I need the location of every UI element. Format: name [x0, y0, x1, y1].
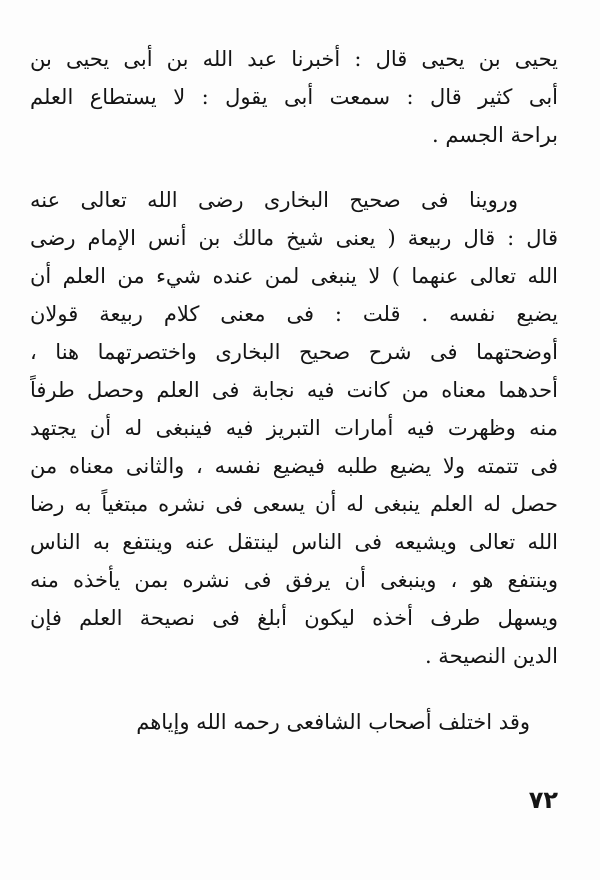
paragraph-line: الدين النصيحة . — [424, 644, 558, 668]
paragraph-line: وقد اختلف أصحاب الشافعى رحمه الله وإياهم — [136, 710, 530, 734]
paragraph-line: الله تعالى ويشيعه فى الناس لينتقل عنه وينتفع به الناس — [30, 530, 558, 554]
paragraph-line: وروينا فى صحيح البخارى رضى الله تعالى عنه — [30, 188, 518, 212]
page-number: ٧٢ — [528, 786, 558, 814]
paragraph-line: وينتفع هو ، وينبغى أن يرفق فى نشره بمن يأخذه منه — [30, 568, 558, 592]
paragraph-line: أحدهما معناه من كانت فيه نجابة فى العلم وحصل طرفاً — [30, 378, 558, 402]
paragraph-1 — [30, 40, 558, 154]
paragraph-line: يحيى بن يحيى قال : أخبرنا عبد الله بن أبى يحيى بن — [30, 47, 558, 71]
paragraph-line: قال : قال ربيعة ( يعنى شيخ مالك بن أنس الإمام رضى — [30, 226, 558, 250]
paragraph-line: فى تتمته ولا يضيع طلبه فيضيع نفسه ، والثانى معناه من — [30, 454, 558, 478]
paragraph-line: يضيع نفسه . قلت : فى معنى كلام ربيعة قولان — [30, 302, 558, 326]
paragraph-line: براحة الجسم . — [431, 123, 558, 147]
paragraph-3 — [30, 703, 558, 741]
paragraph-2 — [30, 181, 558, 675]
paragraph-line: منه وظهرت فيه أمارات التبريز فيه فينبغى له أن يجتهد — [30, 416, 558, 440]
paragraph-line: الله تعالى عنهما ) لا ينبغى لمن عنده شيء من العلم أن — [30, 264, 558, 288]
paragraph-line: حصل له العلم ينبغى له أن يسعى فى نشره مبتغياً به رضا — [30, 492, 558, 516]
paragraph-line: ويسهل طرف أخذه ليكون أبلغ فى نصيحة العلم فإن — [30, 606, 558, 630]
paragraph-line: أوضحتهما فى شرح صحيح البخارى واختصرتهما هنا ، — [30, 340, 558, 364]
paragraph-line: أبى كثير قال : سمعت أبى يقول : لا يستطاع العلم — [30, 85, 558, 109]
